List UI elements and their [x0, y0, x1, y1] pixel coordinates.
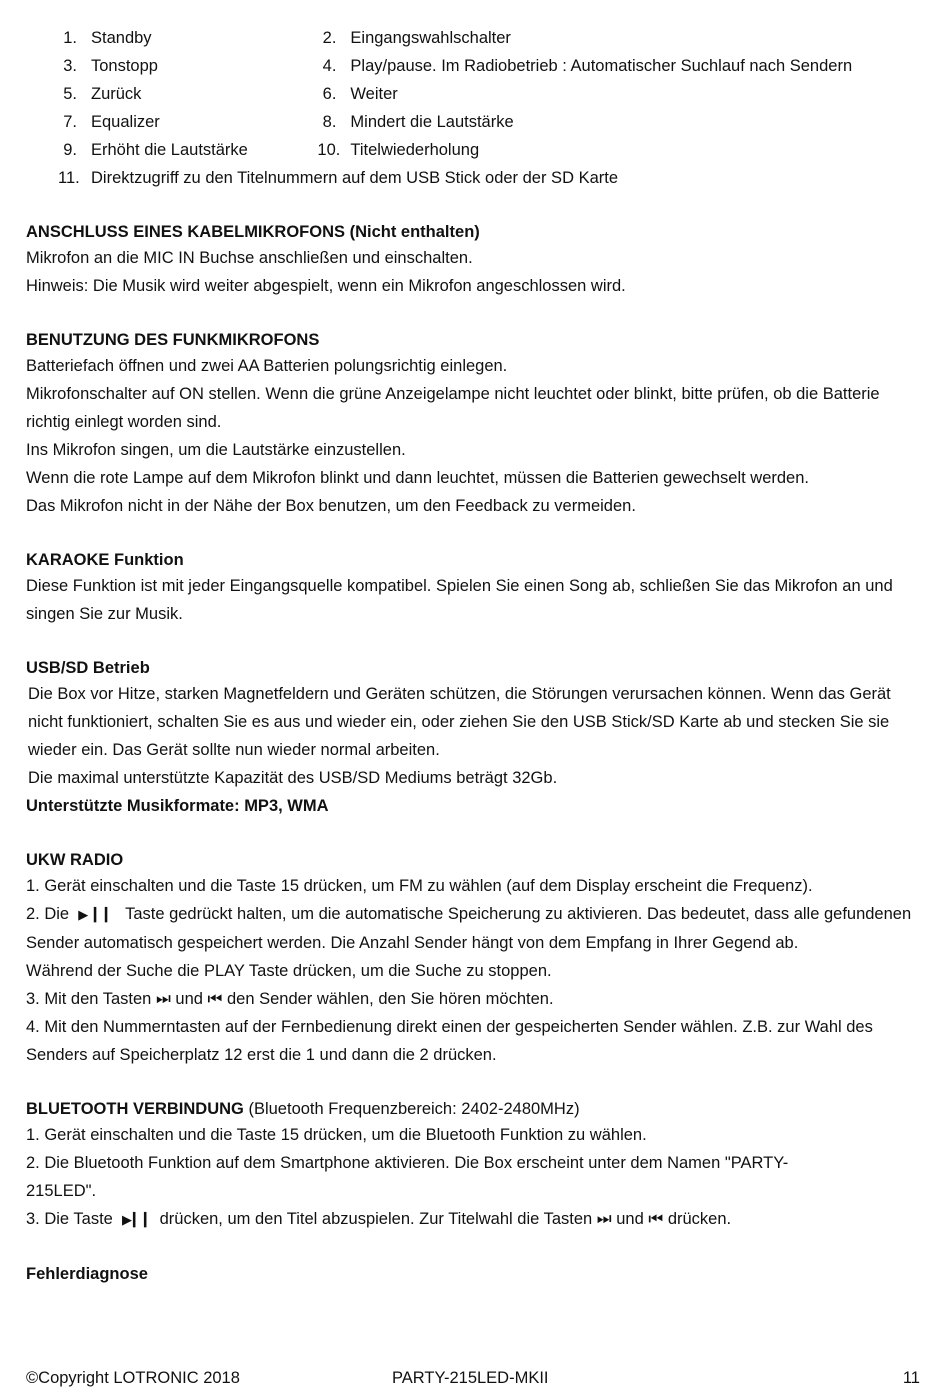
heading-bold: BLUETOOTH VERBINDUNG	[26, 1100, 244, 1118]
paragraph: Mikrofonschalter auf ON stellen. Wenn die grüne Anzeigelampe nicht leuchtet oder blinkt, bitte prüfen, ob die Batterie richtig einlegt worden sind.	[26, 385, 880, 431]
text: drücken, um den Titel abzuspielen. Zur Titelwahl die Tasten	[159, 1210, 593, 1228]
section-heading: UKW RADIO	[26, 851, 124, 869]
paragraph	[26, 1205, 926, 1234]
item-text: Zurück	[91, 85, 142, 103]
skip-previous-icon: ⏮	[207, 990, 223, 1008]
item-text: Equalizer	[91, 113, 160, 131]
item-number: 1.	[63, 29, 77, 47]
text: 3. Mit den Tasten	[26, 990, 152, 1008]
item-text: Direktzugriff zu den Titelnummern auf dem USB Stick oder der SD Karte	[91, 169, 619, 187]
section-heading: BENUTZUNG DES FUNKMIKROFONS	[26, 331, 320, 349]
page-number: 11	[902, 1369, 920, 1387]
manual-page	[26, 24, 926, 1286]
list-item	[58, 52, 926, 80]
section-heading: ANSCHLUSS EINES KABELMIKROFONS (Nicht enthalten)	[26, 223, 480, 241]
list-item	[58, 24, 926, 52]
item-number: 6.	[322, 85, 337, 103]
paragraph: 1. Gerät einschalten und die Taste 15 drücken, um FM zu wählen (auf dem Display erscheint die Frequenz).	[26, 877, 813, 895]
section-fm-radio	[26, 848, 926, 1069]
model-name: PARTY-215LED-MKII	[392, 1369, 549, 1387]
paragraph: Ins Mikrofon singen, um die Lautstärke einzustellen.	[26, 441, 406, 459]
page-footer	[26, 1364, 920, 1392]
item-text: Play/pause. Im Radiobetrieb : Automatischer Suchlauf nach Sendern	[350, 57, 853, 75]
paragraph: Mikrofon an die MIC IN Buchse anschließen und einschalten.	[26, 249, 473, 267]
section-troubleshooting	[26, 1262, 926, 1286]
list-item	[58, 136, 926, 164]
section-heading: KARAOKE Funktion	[26, 551, 184, 569]
section-wireless-mic	[26, 328, 926, 520]
item-text: Tonstopp	[91, 57, 158, 75]
paragraph: 2. Die Bluetooth Funktion auf dem Smartphone aktivieren. Die Box erscheint unter dem Namen "PARTY-215LED".	[26, 1154, 789, 1200]
skip-next-icon: ⏭	[155, 990, 171, 1008]
paragraph	[26, 985, 926, 1013]
paragraph: Batteriefach öffnen und zwei AA Batterien polungsrichtig einlegen.	[26, 357, 508, 375]
paragraph: Die maximal unterstützte Kapazität des USB/SD Mediums beträgt 32Gb.	[28, 769, 558, 787]
text: 2. Die	[26, 905, 70, 923]
text: Taste gedrückt halten, um die automatische Speicherung zu aktivieren. Das bedeutet, dass alle gefundenen Sender automatisch gespeichert werden. Die Anzahl Sender hängt von dem Empfang in Ihrer Gegend ab.	[26, 905, 912, 952]
text: drücken.	[667, 1210, 732, 1228]
section-heading	[26, 1097, 926, 1121]
section-bluetooth	[26, 1097, 926, 1234]
paragraph: Diese Funktion ist mit jeder Eingangsquelle kompatibel. Spielen Sie einen Song ab, schließen Sie das Mikrofon an und singen Sie zur Musik.	[26, 577, 893, 623]
text: und	[175, 990, 203, 1008]
paragraph: Das Mikrofon nicht in der Nähe der Box benutzen, um den Feedback zu vermeiden.	[26, 497, 636, 515]
item-number: 4.	[322, 57, 337, 75]
copyright-text: ©Copyright LOTRONIC 2018	[26, 1369, 240, 1387]
skip-previous-icon: ⏮	[648, 1210, 664, 1228]
skip-next-icon: ⏭	[596, 1210, 612, 1228]
list-item	[58, 164, 926, 192]
section-usb-sd	[26, 656, 926, 820]
paragraph: Hinweis: Die Musik wird weiter abgespielt, wenn ein Mikrofon angeschlossen wird.	[26, 277, 626, 295]
section-heading: Fehlerdiagnose	[26, 1265, 148, 1283]
item-number: 3.	[63, 57, 77, 75]
item-text: Erhöht die Lautstärke	[91, 141, 248, 159]
item-number: 2.	[322, 29, 337, 47]
play-pause-icon: ▶▎▎	[122, 1212, 155, 1227]
item-number: 7.	[63, 113, 77, 131]
item-text: Titelwiederholung	[350, 141, 480, 159]
list-item	[58, 80, 926, 108]
section-heading: USB/SD Betrieb	[26, 659, 150, 677]
item-text: Weiter	[350, 85, 398, 103]
text: und	[616, 1210, 644, 1228]
formats-note: Unterstützte Musikformate: MP3, WMA	[26, 797, 329, 815]
paragraph: 1. Gerät einschalten und die Taste 15 drücken, um die Bluetooth Funktion zu wählen.	[26, 1126, 647, 1144]
text: 3. Die Taste	[26, 1210, 113, 1228]
item-number: 8.	[322, 113, 337, 131]
item-number: 11.	[58, 169, 80, 187]
paragraph: Während der Suche die PLAY Taste drücken, um die Suche zu stoppen.	[26, 962, 552, 980]
text: den Sender wählen, den Sie hören möchten.	[226, 990, 554, 1008]
paragraph	[26, 900, 926, 957]
item-text: Standby	[91, 29, 152, 47]
play-pause-icon: ▶ ▎▎	[78, 907, 116, 922]
section-cable-mic	[26, 220, 926, 300]
paragraph: Die Box vor Hitze, starken Magnetfeldern und Geräten schützen, die Störungen verursachen können. Wenn das Gerät nicht funktioniert, schalten Sie es aus und wieder ein, oder ziehen Sie den USB Stick/SD Karte ab und stecken Sie sie wieder ein. Das Gerät sollte nun wieder normal arbeiten.	[28, 685, 891, 759]
item-number: 9.	[63, 141, 77, 159]
paragraph: 4. Mit den Nummerntasten auf der Fernbedienung direkt einen der gespeicherten Sender wählen. Z.B. zur Wahl des Senders auf Speicherplatz 12 erst die 1 und dann die 2 drücken.	[26, 1018, 873, 1064]
item-text: Mindert die Lautstärke	[350, 113, 514, 131]
heading-note: (Bluetooth Frequenzbereich: 2402-2480MHz)	[248, 1100, 580, 1118]
item-number: 10.	[317, 141, 341, 159]
section-karaoke	[26, 548, 926, 628]
item-text: Eingangswahlschalter	[350, 29, 511, 47]
item-number: 5.	[63, 85, 77, 103]
button-function-list	[58, 24, 926, 192]
list-item	[58, 108, 926, 136]
paragraph: Wenn die rote Lampe auf dem Mikrofon blinkt und dann leuchtet, müssen die Batterien gewechselt werden.	[26, 469, 809, 487]
